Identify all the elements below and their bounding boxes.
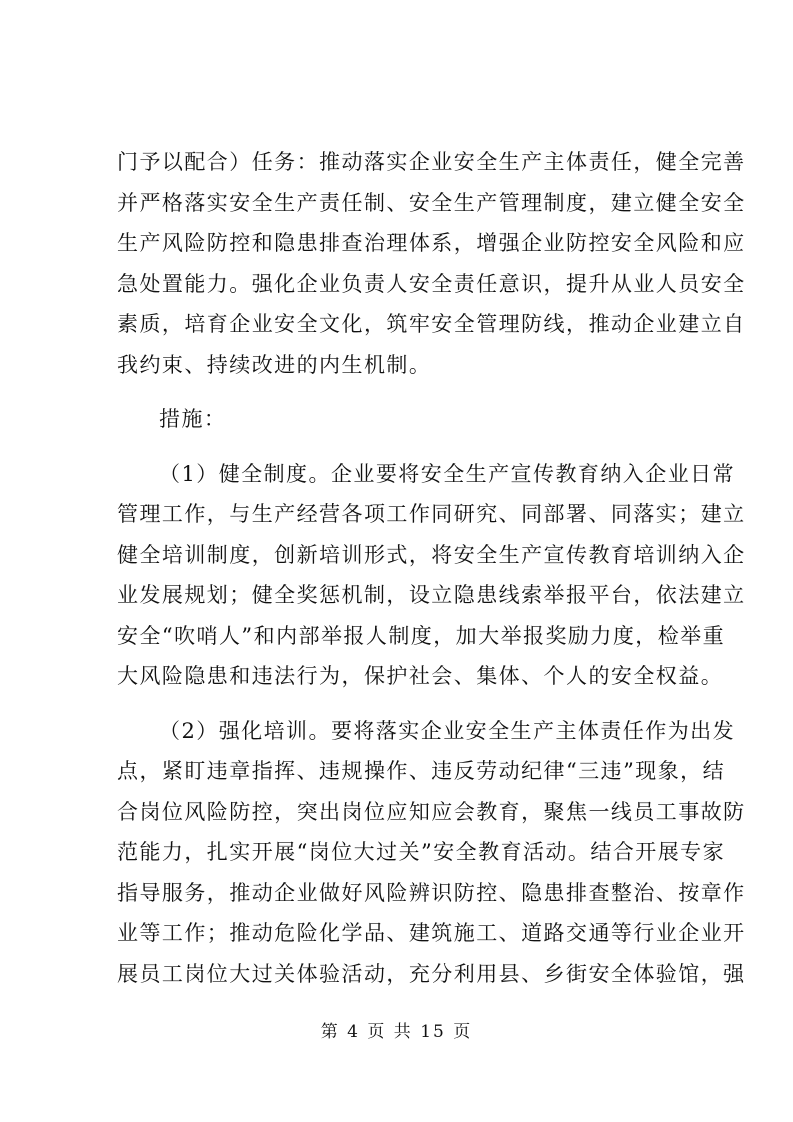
text-line: 业发展规划；健全奖惩机制，设立隐患线索举报平台，依法建立 bbox=[117, 583, 746, 607]
text-line: 指导服务，推动企业做好风险辨识防控、隐患排查整治、按章作 bbox=[117, 880, 746, 905]
text-line: 管理工作，与生产经营各项工作同研究、同部署、同落实；建立 bbox=[117, 502, 746, 526]
text-line: 健全培训制度，创新培训形式，将安全生产宣传教育培训纳入企 bbox=[117, 542, 746, 567]
text-line: 点，紧盯违章指挥、违规操作、违反劳动纪律“三违”现象，结 bbox=[117, 759, 726, 783]
text-line: 我约束、持续改进的内生机制。 bbox=[117, 352, 432, 377]
text-line: 范能力，扎实开展“岗位大过关”安全教育活动。结合开展专家 bbox=[117, 840, 726, 864]
text-line: 安全“吹哨人”和内部举报人制度，加大举报奖励力度，检举重 bbox=[117, 623, 726, 648]
paragraph-gap bbox=[117, 697, 677, 711]
text-line: （2）强化培训。要将落实企业安全生产主体责任作为出发 bbox=[159, 718, 736, 743]
body-text bbox=[117, 142, 746, 994]
text-line: （1）健全制度。企业要将安全生产宣传教育纳入企业日常 bbox=[159, 461, 736, 486]
text-line: 门予以配合）任务：推动落实企业安全生产主体责任，健全完善 bbox=[117, 150, 746, 174]
text-line: 展员工岗位大过关体验活动，充分利用县、乡街安全体验馆，强 bbox=[117, 961, 746, 986]
text-line: 生产风险防控和隐患排查治理体系，增强企业防控安全风险和应 bbox=[117, 231, 746, 255]
text-line: 素质，培育企业安全文化，筑牢安全管理防线，推动企业建立自 bbox=[117, 312, 746, 336]
text-line: 业等工作；推动危险化学品、建筑施工、道路交通等行业企业开 bbox=[117, 921, 746, 945]
page-number-footer: 第 4 页 共 15 页 bbox=[320, 1022, 473, 1042]
paragraph-gap bbox=[117, 440, 677, 454]
section-heading-measures: 措施： bbox=[159, 407, 227, 431]
text-line: 合岗位风险防控，突出岗位应知应会教育，聚焦一线员工事故防 bbox=[117, 799, 746, 824]
text-line: 大风险隐患和违法行为，保护社会、集体、个人的安全权益。 bbox=[117, 664, 724, 688]
paragraph-gap bbox=[117, 385, 677, 399]
text-line: 急处置能力。强化企业负责人安全责任意识，提升从业人员安全 bbox=[117, 271, 746, 296]
text-line: 并严格落实安全生产责任制、安全生产管理制度，建立健全安全 bbox=[117, 190, 746, 215]
